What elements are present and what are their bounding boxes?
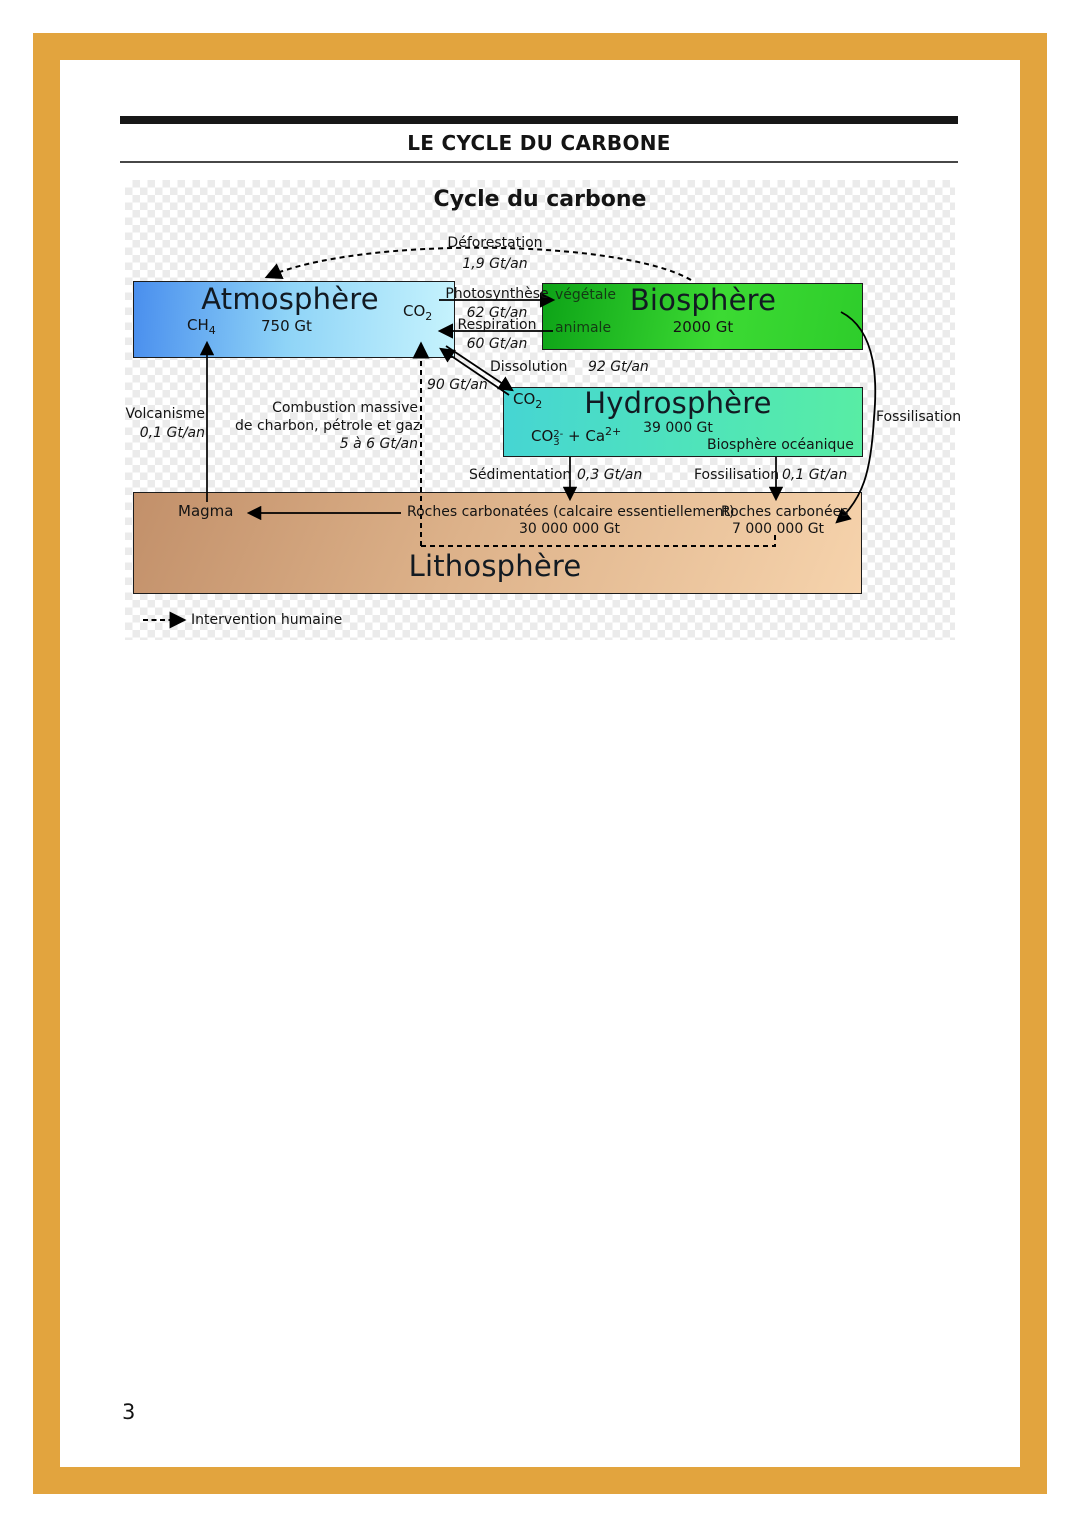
biosphere-stock: 2000 Gt bbox=[672, 318, 734, 336]
atmosphere-title: Atmosphère bbox=[201, 282, 379, 316]
magma-label: Magma bbox=[178, 502, 234, 520]
biosphere-vegetale-label: végétale bbox=[555, 287, 616, 303]
volcanisme-value: 0,1 Gt/an bbox=[139, 425, 205, 441]
diagram-title: Cycle du carbone bbox=[433, 187, 647, 212]
photosynthese-label: Photosynthèse bbox=[445, 286, 549, 302]
sedimentation-value: 0,3 Gt/an bbox=[577, 467, 643, 483]
header-thin-rule bbox=[120, 161, 958, 163]
lithosphere-title: Lithosphère bbox=[408, 549, 582, 583]
carbonaceous-rocks-stock: 7 000 000 Gt bbox=[732, 521, 825, 537]
page-title: LE CYCLE DU CARBONE bbox=[407, 131, 671, 155]
carbonate-rocks-label: Roches carbonatées (calcaire essentiellement) bbox=[407, 504, 735, 520]
deforestation-value: 1,9 Gt/an bbox=[462, 256, 528, 272]
outgassing-value: 90 Gt/an bbox=[427, 377, 488, 393]
marine-fossilisation-label: Fossilisation bbox=[694, 467, 780, 483]
page-number: 3 bbox=[122, 1400, 136, 1424]
carbonate-rocks-stock: 30 000 000 Gt bbox=[519, 521, 620, 537]
biosphere-fossilisation-label: Fossilisation bbox=[876, 409, 962, 425]
hydrosphere-stock: 39 000 Gt bbox=[643, 420, 713, 436]
ch4-formula: $CH_4$ bbox=[187, 316, 216, 337]
hydrosphere-title: Hydrosphère bbox=[584, 386, 772, 420]
photosynthese-value: 62 Gt/an bbox=[466, 305, 528, 321]
carbonate-formula: CO 2- 3 + $Ca^{2+}$ bbox=[531, 425, 622, 448]
respiration-value: 60 Gt/an bbox=[466, 336, 528, 352]
carbonaceous-rocks-label: Roches carbonées bbox=[721, 504, 849, 520]
biosphere-fossilisation-arrow bbox=[837, 312, 875, 522]
dissolution-label: Dissolution bbox=[490, 359, 568, 375]
respiration-label: Respiration bbox=[457, 317, 537, 333]
legend-label: Intervention humaine bbox=[191, 612, 343, 628]
combustion-value: 5 à 6 Gt/an bbox=[339, 436, 418, 452]
atmosphere-stock: 750 Gt bbox=[261, 317, 312, 335]
marine-fossilisation-value: 0,1 Gt/an bbox=[782, 467, 848, 483]
combustion-label-line1: Combustion massive bbox=[272, 400, 418, 416]
combustion-label-line2: de charbon, pétrole et gaz bbox=[235, 418, 421, 434]
sedimentation-label: Sédimentation bbox=[469, 467, 572, 483]
oceanic-biosphere-label: Biosphère océanique bbox=[707, 437, 854, 453]
atmosphere-co2: $CO_2$ bbox=[403, 302, 433, 323]
biosphere-title: Biosphère bbox=[629, 283, 777, 317]
header-thick-rule bbox=[120, 116, 958, 124]
hydrosphere-co2: $CO_2$ bbox=[513, 390, 543, 411]
biosphere-animale-label: animale bbox=[555, 320, 612, 336]
deforestation-label: Déforestation bbox=[447, 235, 543, 251]
volcanisme-label: Volcanisme bbox=[125, 406, 205, 422]
carbon-cycle-diagram bbox=[125, 180, 962, 640]
dissolution-value: 92 Gt/an bbox=[588, 359, 649, 375]
